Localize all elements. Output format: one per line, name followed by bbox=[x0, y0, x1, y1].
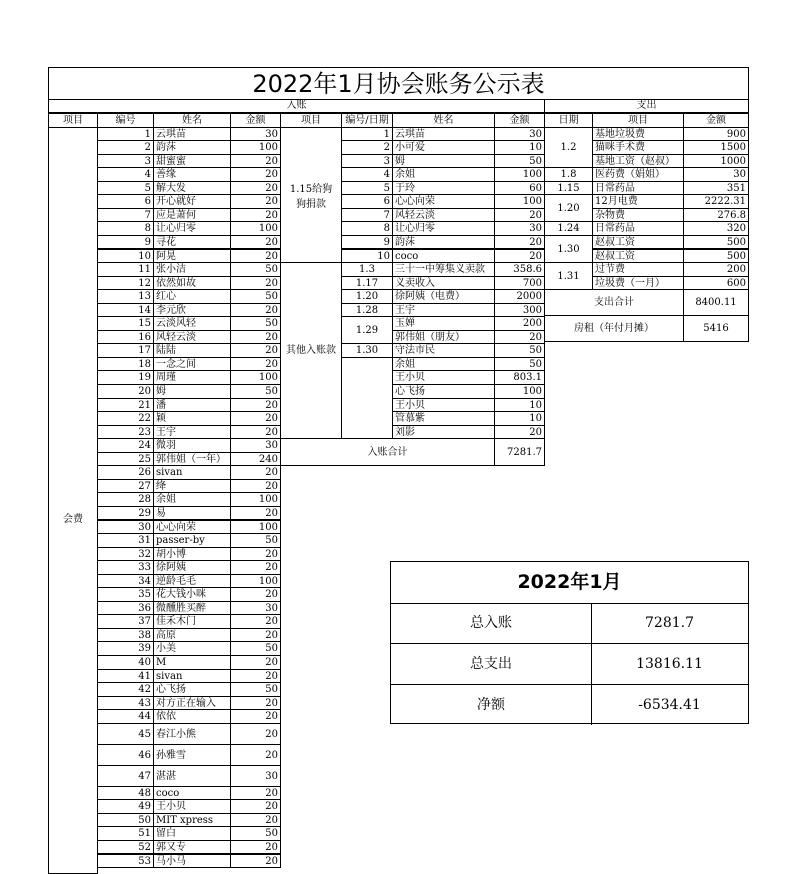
dues-row-amount: 30 bbox=[230, 601, 281, 616]
dog-row-name: 云琪苗 bbox=[392, 127, 495, 142]
dog-row-amount: 10 bbox=[494, 140, 545, 155]
dues-row-name: 佳禾木门 bbox=[153, 614, 231, 629]
dues-row-no: 42 bbox=[97, 682, 154, 697]
other-row-date: 1.28 bbox=[341, 303, 393, 318]
dues-row-no: 40 bbox=[97, 655, 154, 670]
dues-row-amount: 20 bbox=[230, 628, 281, 643]
dues-row-amount: 20 bbox=[230, 840, 281, 855]
dues-row-name: 胡小博 bbox=[153, 547, 231, 562]
dues-row-name: 湛湛 bbox=[153, 765, 231, 787]
dues-row-amount: 20 bbox=[230, 479, 281, 494]
dues-row-name: 小美 bbox=[153, 641, 231, 656]
other-row-name: 三十一中筹集义卖款 bbox=[392, 262, 495, 277]
dues-row-amount: 20 bbox=[230, 411, 281, 426]
dues-row-amount: 20 bbox=[230, 696, 281, 711]
dues-row-no: 24 bbox=[97, 438, 154, 453]
dog-row-amount: 30 bbox=[494, 127, 545, 142]
dues-row-name: 心飞扬 bbox=[153, 682, 231, 697]
other-row-amount: 700 bbox=[494, 276, 545, 291]
dues-row-no: 15 bbox=[97, 316, 154, 331]
dues-row-no: 1 bbox=[97, 127, 154, 142]
expense-row-amount: 900 bbox=[683, 127, 749, 142]
summary-box bbox=[390, 561, 749, 724]
dues-row-no: 10 bbox=[97, 249, 154, 264]
other-row-name: 余姐 bbox=[392, 357, 495, 372]
dues-row-no: 34 bbox=[97, 574, 154, 589]
dog-row-name: coco bbox=[392, 249, 495, 264]
dues-row-no: 12 bbox=[97, 276, 154, 291]
dog-row-name: 心心向荣 bbox=[392, 194, 495, 209]
dues-row-name: 郭又专 bbox=[153, 840, 231, 855]
expense-row-amount: 1000 bbox=[683, 154, 749, 169]
dues-row-amount: 20 bbox=[230, 799, 281, 814]
dues-row-no: 28 bbox=[97, 492, 154, 507]
dues-row-amount: 20 bbox=[230, 208, 281, 223]
dues-row-name: 春江小熊 bbox=[153, 723, 231, 745]
other-row-amount: 10 bbox=[494, 398, 545, 413]
dues-row-no: 32 bbox=[97, 547, 154, 562]
dues-row-no: 44 bbox=[97, 709, 154, 724]
dog-row-name: 韵莯 bbox=[392, 235, 495, 250]
dog-row-no: 3 bbox=[341, 154, 393, 169]
dues-row-amount: 20 bbox=[230, 276, 281, 291]
dues-row-name: 应是萧何 bbox=[153, 208, 231, 223]
other-row-date bbox=[341, 357, 393, 439]
other-row-name: 王小贝 bbox=[392, 398, 495, 413]
dues-row-name: 颖 bbox=[153, 411, 231, 426]
dues-row-amount: 20 bbox=[230, 854, 281, 869]
expense-header: 支出 bbox=[544, 99, 749, 113]
dog-row-amount: 100 bbox=[494, 194, 545, 209]
dog-row-no: 7 bbox=[341, 208, 393, 223]
dues-row-amount: 100 bbox=[230, 574, 281, 589]
dues-row-no: 26 bbox=[97, 465, 154, 480]
col-header-no: 编号 bbox=[97, 113, 154, 128]
dues-row-amount: 20 bbox=[230, 465, 281, 480]
col-header-name2: 姓名 bbox=[392, 113, 495, 128]
dues-row-amount: 100 bbox=[230, 492, 281, 507]
other-row-amount: 803.1 bbox=[494, 370, 545, 385]
expense-row-amount: 320 bbox=[683, 221, 749, 236]
other-row-date: 1.30 bbox=[341, 343, 393, 358]
dues-row-amount: 20 bbox=[230, 655, 281, 670]
dues-row-name: 花大钱小咪 bbox=[153, 587, 231, 602]
dog-row-no: 4 bbox=[341, 167, 393, 182]
dues-row-name: 张小洁 bbox=[153, 262, 231, 277]
col-header-no-date: 编号/日期 bbox=[341, 113, 393, 128]
dog-row-name: 于玲 bbox=[392, 181, 495, 196]
expense-row-amount: 500 bbox=[683, 249, 749, 264]
dues-row-name: MIT xpress bbox=[153, 813, 231, 828]
dues-row-no: 6 bbox=[97, 194, 154, 209]
dog-row-name: 姆 bbox=[392, 154, 495, 169]
dues-row-name: 绛 bbox=[153, 479, 231, 494]
other-row-name: 心飞扬 bbox=[392, 384, 495, 399]
dues-row-name: 阿晃 bbox=[153, 249, 231, 264]
dues-row-name: 陆陆 bbox=[153, 343, 231, 358]
dues-row-no: 17 bbox=[97, 343, 154, 358]
dues-row-name: 让心归零 bbox=[153, 221, 231, 236]
dues-row-no: 48 bbox=[97, 786, 154, 801]
expense-row-amount: 30 bbox=[683, 167, 749, 182]
dues-row-amount: 20 bbox=[230, 506, 281, 521]
summary-income-label: 总入账 bbox=[391, 603, 592, 643]
dues-row-name: 开心就好 bbox=[153, 194, 231, 209]
dues-row-no: 51 bbox=[97, 826, 154, 841]
dues-row-no: 21 bbox=[97, 398, 154, 413]
col-header-amount2: 金额 bbox=[494, 113, 545, 128]
dues-row-no: 30 bbox=[97, 520, 154, 535]
dues-label: 会费 bbox=[48, 127, 98, 874]
summary-expense-value: 13816.11 bbox=[636, 656, 703, 672]
dues-row-name: 姆 bbox=[153, 384, 231, 399]
expense-total-value: 8400.11 bbox=[683, 289, 749, 316]
dues-row-amount: 20 bbox=[230, 723, 281, 745]
dues-row-name: 对方正在输入 bbox=[153, 696, 231, 711]
dues-row-no: 38 bbox=[97, 628, 154, 643]
dues-row-name: 云琪苗 bbox=[153, 127, 231, 142]
dues-row-no: 22 bbox=[97, 411, 154, 426]
dues-row-name: 李元欣 bbox=[153, 303, 231, 318]
dues-row-no: 27 bbox=[97, 479, 154, 494]
dues-row-amount: 20 bbox=[230, 786, 281, 801]
dues-row-amount: 20 bbox=[230, 669, 281, 684]
expense-row-item: 杂物费 bbox=[592, 208, 684, 223]
dues-row-name: 甜蜜蜜 bbox=[153, 154, 231, 169]
other-row-amount: 10 bbox=[494, 411, 545, 426]
dog-row-name: 风轻云淡 bbox=[392, 208, 495, 223]
dues-row-name: coco bbox=[153, 786, 231, 801]
dues-row-name: M bbox=[153, 655, 231, 670]
expense-row-amount: 1500 bbox=[683, 140, 749, 155]
dues-row-no: 52 bbox=[97, 840, 154, 855]
dues-row-name: 周瑾 bbox=[153, 370, 231, 385]
dues-row-no: 31 bbox=[97, 533, 154, 548]
dues-row-name: 高原 bbox=[153, 628, 231, 643]
other-row-date: 1.20 bbox=[341, 289, 393, 304]
dues-row-no: 11 bbox=[97, 262, 154, 277]
summary-net-row bbox=[391, 685, 748, 725]
dues-row-name: 王宇 bbox=[153, 425, 231, 440]
income-header: 入账 bbox=[48, 99, 545, 113]
dues-row-no: 36 bbox=[97, 601, 154, 616]
dues-row-amount: 100 bbox=[230, 370, 281, 385]
summary-income-row bbox=[391, 603, 748, 644]
dog-row-no: 6 bbox=[341, 194, 393, 209]
dues-row-no: 20 bbox=[97, 384, 154, 399]
dues-row-name: 留白 bbox=[153, 826, 231, 841]
dues-row-no: 43 bbox=[97, 696, 154, 711]
dog-row-name: 小可爱 bbox=[392, 140, 495, 155]
dues-row-amount: 20 bbox=[230, 813, 281, 828]
other-row-date: 1.3 bbox=[341, 262, 393, 277]
expense-row-amount: 2222.31 bbox=[683, 194, 749, 209]
dog-row-no: 2 bbox=[341, 140, 393, 155]
dues-row-no: 49 bbox=[97, 799, 154, 814]
expense-row-item: 基地垃圾费 bbox=[592, 127, 684, 142]
dues-row-name: passer-by bbox=[153, 533, 231, 548]
dues-row-no: 33 bbox=[97, 560, 154, 575]
dog-row-amount: 50 bbox=[494, 154, 545, 169]
expense-row-date: 1.30 bbox=[544, 235, 593, 263]
expense-row-item: 日常药品 bbox=[592, 221, 684, 236]
other-row-name: 守法市民 bbox=[392, 343, 495, 358]
income-total-value: 7281.7 bbox=[494, 438, 545, 466]
dues-row-name: 依依 bbox=[153, 709, 231, 724]
dues-row-amount: 20 bbox=[230, 194, 281, 209]
dues-row-name: 微羽 bbox=[153, 438, 231, 453]
dues-row-no: 53 bbox=[97, 854, 154, 869]
dues-row-name: sivan bbox=[153, 669, 231, 684]
dues-row-name: 韵莯 bbox=[153, 140, 231, 155]
other-row-name: 王宇 bbox=[392, 303, 495, 318]
expense-row-amount: 351 bbox=[683, 181, 749, 196]
dues-row-no: 47 bbox=[97, 765, 154, 787]
dues-row-amount: 20 bbox=[230, 560, 281, 575]
dues-row-amount: 50 bbox=[230, 826, 281, 841]
dog-row-no: 8 bbox=[341, 221, 393, 236]
expense-row-amount: 200 bbox=[683, 262, 749, 277]
other-row-name: 义卖收入 bbox=[392, 276, 495, 291]
dues-row-amount: 20 bbox=[230, 330, 281, 345]
dues-row-amount: 20 bbox=[230, 343, 281, 358]
dues-row-no: 2 bbox=[97, 140, 154, 155]
dues-row-amount: 20 bbox=[230, 425, 281, 440]
expense-row-date: 1.2 bbox=[544, 127, 593, 169]
expense-row-date: 1.8 bbox=[544, 167, 593, 182]
dues-row-no: 8 bbox=[97, 221, 154, 236]
rent-label: 房租（年付月摊） bbox=[544, 315, 684, 342]
dues-row-amount: 20 bbox=[230, 167, 281, 182]
dues-row-amount: 30 bbox=[230, 765, 281, 787]
expense-row-item: 日常药品 bbox=[592, 181, 684, 196]
dues-row-amount: 20 bbox=[230, 181, 281, 196]
dog-row-name: 余姐 bbox=[392, 167, 495, 182]
dues-row-amount: 20 bbox=[230, 357, 281, 372]
dues-row-no: 23 bbox=[97, 425, 154, 440]
page-title: 2022年1月协会账务公示表 bbox=[48, 67, 749, 100]
dues-row-name: 善缘 bbox=[153, 167, 231, 182]
dues-row-no: 41 bbox=[97, 669, 154, 684]
other-row-date: 1.17 bbox=[341, 276, 393, 291]
dues-row-amount: 30 bbox=[230, 127, 281, 142]
dog-row-amount: 100 bbox=[494, 167, 545, 182]
expense-row-item: 过节费 bbox=[592, 262, 684, 277]
expense-row-amount: 500 bbox=[683, 235, 749, 250]
expense-row-date: 1.31 bbox=[544, 262, 593, 290]
dues-row-amount: 20 bbox=[230, 587, 281, 602]
dues-row-name: 依然如故 bbox=[153, 276, 231, 291]
dues-row-amount: 50 bbox=[230, 533, 281, 548]
dog-donation-label: 1.15给狗狗捐款 bbox=[280, 127, 342, 264]
dog-row-amount: 30 bbox=[494, 221, 545, 236]
dues-row-no: 16 bbox=[97, 330, 154, 345]
dues-row-name: 微醺胜买醉 bbox=[153, 601, 231, 616]
summary-expense-row bbox=[391, 644, 748, 685]
dues-row-no: 7 bbox=[97, 208, 154, 223]
expense-row-item: 赵叔工资 bbox=[592, 235, 684, 250]
col-header-name: 姓名 bbox=[153, 113, 231, 128]
dues-row-amount: 100 bbox=[230, 221, 281, 236]
expense-row-amount: 276.8 bbox=[683, 208, 749, 223]
dues-row-amount: 50 bbox=[230, 262, 281, 277]
dues-row-no: 9 bbox=[97, 235, 154, 250]
dog-row-no: 10 bbox=[341, 249, 393, 264]
other-row-amount: 20 bbox=[494, 425, 545, 440]
dog-row-amount: 60 bbox=[494, 181, 545, 196]
dues-row-no: 29 bbox=[97, 506, 154, 521]
other-row-name: 管慕紫 bbox=[392, 411, 495, 426]
other-row-name: 刘影 bbox=[392, 425, 495, 440]
dues-row-amount: 20 bbox=[230, 249, 281, 264]
other-row-name: 郭伟姐（朋友） bbox=[392, 330, 495, 345]
dues-row-no: 35 bbox=[97, 587, 154, 602]
other-row-amount: 300 bbox=[494, 303, 545, 318]
dues-row-amount: 20 bbox=[230, 235, 281, 250]
dues-row-amount: 20 bbox=[230, 303, 281, 318]
dues-row-amount: 20 bbox=[230, 709, 281, 724]
dues-row-amount: 20 bbox=[230, 744, 281, 766]
dues-row-amount: 240 bbox=[230, 452, 281, 467]
other-row-name: 王小贝 bbox=[392, 370, 495, 385]
expense-row-date: 1.24 bbox=[544, 221, 593, 236]
dues-row-amount: 20 bbox=[230, 614, 281, 629]
dues-row-amount: 50 bbox=[230, 682, 281, 697]
other-row-amount: 358.6 bbox=[494, 262, 545, 277]
dues-row-amount: 50 bbox=[230, 289, 281, 304]
expense-row-amount: 600 bbox=[683, 276, 749, 291]
expense-row-item: 12月电费 bbox=[592, 194, 684, 209]
dues-row-no: 4 bbox=[97, 167, 154, 182]
dues-row-no: 3 bbox=[97, 154, 154, 169]
dues-row-name: 心心向荣 bbox=[153, 520, 231, 535]
dues-row-amount: 20 bbox=[230, 154, 281, 169]
expense-row-item: 基地工资（赵叔） bbox=[592, 154, 684, 169]
dog-row-amount: 20 bbox=[494, 249, 545, 264]
col-header-amount: 金额 bbox=[230, 113, 281, 128]
dues-row-name: 郭伟姐（一年） bbox=[153, 452, 231, 467]
dues-row-name: 余姐 bbox=[153, 492, 231, 507]
dues-row-amount: 20 bbox=[230, 398, 281, 413]
other-row-amount: 2000 bbox=[494, 289, 545, 304]
other-row-date: 1.29 bbox=[341, 316, 393, 344]
other-row-name: 玉婵 bbox=[392, 316, 495, 331]
dues-row-name: 王小贝 bbox=[153, 799, 231, 814]
dues-row-amount: 50 bbox=[230, 641, 281, 656]
dog-row-name: 让心归零 bbox=[392, 221, 495, 236]
dues-row-no: 50 bbox=[97, 813, 154, 828]
expense-row-item: 垃圾费（一月） bbox=[592, 276, 684, 291]
other-row-name: 徐阿姨（电费） bbox=[392, 289, 495, 304]
dues-row-no: 18 bbox=[97, 357, 154, 372]
dues-row-name: 寻花 bbox=[153, 235, 231, 250]
summary-title: 2022年1月 bbox=[391, 562, 748, 604]
summary-expense-label: 总支出 bbox=[391, 644, 592, 684]
dues-row-no: 25 bbox=[97, 452, 154, 467]
dues-row-amount: 100 bbox=[230, 140, 281, 155]
dues-row-name: 易 bbox=[153, 506, 231, 521]
dues-row-name: 马小马 bbox=[153, 854, 231, 869]
dues-row-name: 孙雅雪 bbox=[153, 744, 231, 766]
expense-total-label: 支出合计 bbox=[544, 289, 684, 316]
dues-row-name: sivan bbox=[153, 465, 231, 480]
dues-row-name: 一念之间 bbox=[153, 357, 231, 372]
dues-row-amount: 100 bbox=[230, 520, 281, 535]
expense-row-date: 1.20 bbox=[544, 194, 593, 222]
summary-net-value: -6534.41 bbox=[638, 697, 701, 713]
col-header-date: 日期 bbox=[544, 113, 593, 128]
other-row-amount: 50 bbox=[494, 357, 545, 372]
dues-row-amount: 30 bbox=[230, 438, 281, 453]
dues-row-no: 13 bbox=[97, 289, 154, 304]
dues-row-no: 5 bbox=[97, 181, 154, 196]
dog-row-amount: 20 bbox=[494, 235, 545, 250]
other-row-amount: 50 bbox=[494, 343, 545, 358]
col-header-item3: 项目 bbox=[592, 113, 684, 128]
dues-row-no: 37 bbox=[97, 614, 154, 629]
col-header-amount3: 金额 bbox=[683, 113, 749, 128]
dues-row-no: 14 bbox=[97, 303, 154, 318]
dog-row-no: 5 bbox=[341, 181, 393, 196]
dues-row-name: 解大发 bbox=[153, 181, 231, 196]
rent-value: 5416 bbox=[683, 315, 749, 342]
dog-row-no: 9 bbox=[341, 235, 393, 250]
dues-row-no: 19 bbox=[97, 370, 154, 385]
expense-row-item: 医药费（娟姐） bbox=[592, 167, 684, 182]
dues-row-amount: 20 bbox=[230, 547, 281, 562]
other-row-amount: 20 bbox=[494, 330, 545, 345]
dues-row-amount: 50 bbox=[230, 316, 281, 331]
other-income-label: 其他入账款 bbox=[280, 262, 342, 439]
dues-row-name: 潘 bbox=[153, 398, 231, 413]
other-row-amount: 100 bbox=[494, 384, 545, 399]
dues-row-name: 风轻云淡 bbox=[153, 330, 231, 345]
expense-row-item: 赵叔工资 bbox=[592, 249, 684, 264]
dues-row-amount: 50 bbox=[230, 384, 281, 399]
col-header-item2: 项目 bbox=[280, 113, 342, 128]
summary-income-value: 7281.7 bbox=[645, 615, 694, 631]
dues-row-no: 45 bbox=[97, 723, 154, 745]
other-row-amount: 200 bbox=[494, 316, 545, 331]
dues-row-no: 46 bbox=[97, 744, 154, 766]
expense-row-date: 1.15 bbox=[544, 181, 593, 196]
dues-row-no: 39 bbox=[97, 641, 154, 656]
dues-row-name: 红心 bbox=[153, 289, 231, 304]
dues-row-name: 徐阿姨 bbox=[153, 560, 231, 575]
expense-row-item: 猫咪手术费 bbox=[592, 140, 684, 155]
summary-net-label: 净额 bbox=[391, 685, 592, 725]
dues-row-name: 云淡风轻 bbox=[153, 316, 231, 331]
income-total-label: 入账合计 bbox=[280, 438, 495, 466]
dog-row-amount: 20 bbox=[494, 208, 545, 223]
dog-row-no: 1 bbox=[341, 127, 393, 142]
col-header-item: 项目 bbox=[48, 113, 98, 128]
dues-row-name: 逆龄毛毛 bbox=[153, 574, 231, 589]
